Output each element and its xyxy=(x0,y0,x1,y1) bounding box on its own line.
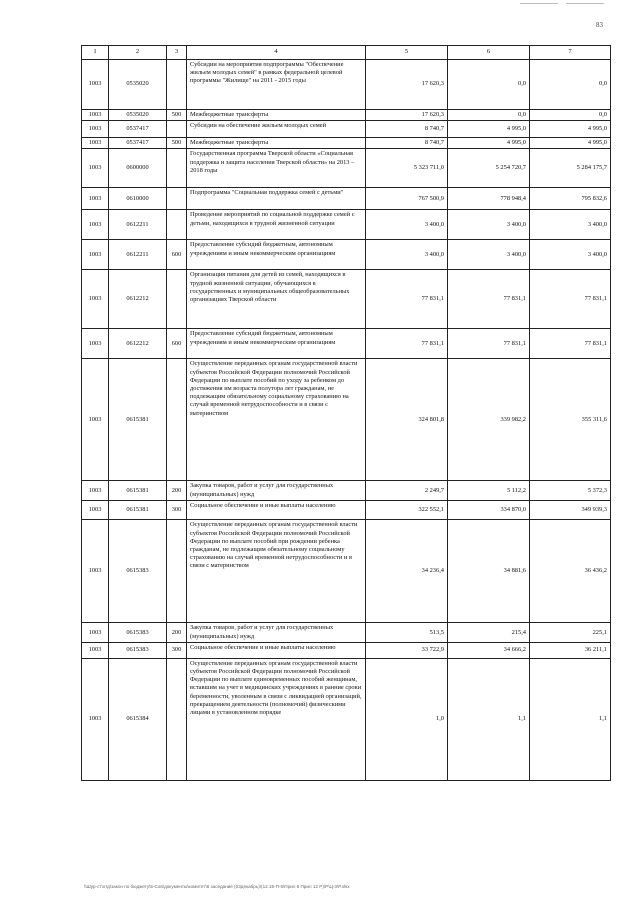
amount-year-2-cell: 334 870,0 xyxy=(448,501,530,520)
amount-year-2-cell: 778 948,4 xyxy=(448,188,530,210)
section-code-cell: 1003 xyxy=(82,623,109,642)
expense-type-cell xyxy=(167,121,187,138)
amount-year-1-cell: 8 740,7 xyxy=(366,121,448,138)
table-row xyxy=(82,240,611,270)
amount-year-3-cell: 4 995,0 xyxy=(530,121,611,138)
amount-year-2-cell: 0,0 xyxy=(448,110,530,121)
amount-year-2-cell: 215,4 xyxy=(448,623,530,642)
amount-year-3-cell: 5 284 175,7 xyxy=(530,149,611,188)
amount-year-3-cell: 77 831,1 xyxy=(530,329,611,359)
item-description-cell: Организация питания для детей из семей, находящихся в трудной жизненной ситуации, обучающихся в государственных и муниципальных общеобразовательных организациях Тверской области xyxy=(187,270,366,329)
section-code-cell: 1003 xyxy=(82,642,109,658)
target-article-cell: 0615383 xyxy=(109,642,167,658)
section-code-cell: 1003 xyxy=(82,210,109,240)
item-description-cell: Предоставление субсидий бюджетным, автономным учреждениям и иным некоммерческим организациям xyxy=(187,329,366,359)
section-code-cell: 1003 xyxy=(82,138,109,149)
column-header: 2 xyxy=(109,46,167,60)
amount-year-1-cell: 8 740,7 xyxy=(366,138,448,149)
item-description-cell: Социальное обеспечение и иные выплаты населению xyxy=(187,501,366,520)
page-number: 83 xyxy=(596,21,603,29)
section-code-cell: 1003 xyxy=(82,481,109,501)
amount-year-3-cell: 77 831,1 xyxy=(530,270,611,329)
expense-type-cell: 300 xyxy=(167,642,187,658)
amount-year-3-cell: 225,1 xyxy=(530,623,611,642)
column-header: 6 xyxy=(448,46,530,60)
amount-year-2-cell: 0,0 xyxy=(448,60,530,110)
item-description-cell: Межбюджетные трансферты xyxy=(187,138,366,149)
section-code-cell: 1003 xyxy=(82,60,109,110)
amount-year-2-cell: 1,1 xyxy=(448,658,530,780)
amount-year-3-cell: 36 211,1 xyxy=(530,642,611,658)
column-header: 4 xyxy=(187,46,366,60)
target-article-cell: 0612212 xyxy=(109,329,167,359)
table-row xyxy=(82,658,611,780)
column-header: 7 xyxy=(530,46,611,60)
section-code-cell: 1003 xyxy=(82,270,109,329)
target-article-cell: 0615383 xyxy=(109,623,167,642)
amount-year-2-cell: 77 831,1 xyxy=(448,270,530,329)
expense-type-cell xyxy=(167,359,187,481)
header-rule-right xyxy=(566,3,604,4)
expense-type-cell xyxy=(167,270,187,329)
amount-year-2-cell: 3 400,0 xyxy=(448,210,530,240)
expense-type-cell: 500 xyxy=(167,138,187,149)
table-row xyxy=(82,329,611,359)
file-path-footer: \\Шур-ст\отд\закон по бюджету\5-Сов\документы\комитет\6 заседание (03декабрь)\(12.15-П-5\Прил 8 Прил 12 Р)\Р\Ц-3\Р.xlsx xyxy=(84,884,350,889)
amount-year-1-cell: 5 323 711,0 xyxy=(366,149,448,188)
expense-type-cell: 300 xyxy=(167,501,187,520)
amount-year-3-cell: 1,1 xyxy=(530,658,611,780)
amount-year-2-cell: 5 254 720,7 xyxy=(448,149,530,188)
expense-type-cell: 500 xyxy=(167,110,187,121)
budget-table xyxy=(81,45,611,781)
amount-year-2-cell: 3 400,0 xyxy=(448,240,530,270)
expense-type-cell xyxy=(167,60,187,110)
table-row xyxy=(82,520,611,623)
section-code-cell: 1003 xyxy=(82,520,109,623)
section-code-cell: 1003 xyxy=(82,188,109,210)
item-description-cell: Проведение мероприятий по социальной поддержке семей с детьми, находящихся в трудной жизненной ситуации xyxy=(187,210,366,240)
amount-year-3-cell: 3 400,0 xyxy=(530,210,611,240)
amount-year-3-cell: 349 939,3 xyxy=(530,501,611,520)
expense-type-cell xyxy=(167,520,187,623)
amount-year-2-cell: 77 831,1 xyxy=(448,329,530,359)
amount-year-1-cell: 324 801,8 xyxy=(366,359,448,481)
column-header: 5 xyxy=(366,46,448,60)
amount-year-1-cell: 34 236,4 xyxy=(366,520,448,623)
budget-table-body xyxy=(82,46,611,781)
table-row xyxy=(82,642,611,658)
target-article-cell: 0612211 xyxy=(109,210,167,240)
item-description-cell: Государственная программа Тверской области «Социальная поддержка и защита населения Тверской области» на 2013 – 2018 годы xyxy=(187,149,366,188)
amount-year-3-cell: 0,0 xyxy=(530,110,611,121)
amount-year-1-cell: 2 249,7 xyxy=(366,481,448,501)
expense-type-cell xyxy=(167,210,187,240)
target-article-cell: 0615383 xyxy=(109,520,167,623)
amount-year-2-cell: 34 666,2 xyxy=(448,642,530,658)
section-code-cell: 1003 xyxy=(82,110,109,121)
table-row xyxy=(82,481,611,501)
expense-type-cell: 600 xyxy=(167,329,187,359)
item-description-cell: Субсидии на обеспечение жильем молодых семей xyxy=(187,121,366,138)
table-row xyxy=(82,188,611,210)
expense-type-cell xyxy=(167,149,187,188)
amount-year-2-cell: 4 995,0 xyxy=(448,138,530,149)
amount-year-1-cell: 767 500,9 xyxy=(366,188,448,210)
section-code-cell: 1003 xyxy=(82,121,109,138)
item-description-cell: Осуществление переданных органам государственной власти субъектов Российской Федерации полномочий Российской Федерации по выплате пособий по уходу за ребенком до достижения им возраста полутора лет гражданам, не подлежащим обязательному социальному страхованию на случай временной нетрудоспособности и в связи с материнством xyxy=(187,359,366,481)
target-article-cell: 0612211 xyxy=(109,240,167,270)
table-row xyxy=(82,138,611,149)
section-code-cell: 1003 xyxy=(82,240,109,270)
amount-year-1-cell: 17 620,3 xyxy=(366,110,448,121)
amount-year-2-cell: 4 995,0 xyxy=(448,121,530,138)
item-description-cell: Осуществление переданных органам государственной власти субъектов Российской Федерации полномочий Российской Федерации по выплате пособий при рождении ребенка гражданам, не подлежащим обязательному социальному страхованию на случай временной нетрудоспособности и в связи с материнством xyxy=(187,520,366,623)
table-row xyxy=(82,623,611,642)
amount-year-1-cell: 513,5 xyxy=(366,623,448,642)
table-row xyxy=(82,210,611,240)
table-row xyxy=(82,60,611,110)
expense-type-cell xyxy=(167,658,187,780)
section-code-cell: 1003 xyxy=(82,359,109,481)
amount-year-1-cell: 3 400,0 xyxy=(366,240,448,270)
amount-year-2-cell: 34 881,6 xyxy=(448,520,530,623)
target-article-cell: 0535020 xyxy=(109,60,167,110)
item-description-cell: Закупка товаров, работ и услуг для государственных (муниципальных) нужд xyxy=(187,623,366,642)
target-article-cell: 0615381 xyxy=(109,359,167,481)
target-article-cell: 0535020 xyxy=(109,110,167,121)
amount-year-1-cell: 1,0 xyxy=(366,658,448,780)
section-code-cell: 1003 xyxy=(82,329,109,359)
section-code-cell: 1003 xyxy=(82,658,109,780)
table-row xyxy=(82,110,611,121)
expense-type-cell: 600 xyxy=(167,240,187,270)
amount-year-1-cell: 17 620,3 xyxy=(366,60,448,110)
amount-year-1-cell: 77 831,1 xyxy=(366,270,448,329)
item-description-cell: Межбюджетные трансферты xyxy=(187,110,366,121)
column-header: 1 xyxy=(82,46,109,60)
target-article-cell: 0612212 xyxy=(109,270,167,329)
item-description-cell: Подпрограмма "Социальная поддержка семей с детьми" xyxy=(187,188,366,210)
amount-year-2-cell: 339 982,2 xyxy=(448,359,530,481)
amount-year-3-cell: 5 372,3 xyxy=(530,481,611,501)
item-description-cell: Субсидии на мероприятия подпрограммы "Обеспечение жильем молодых семей" в рамках федеральной целевой программы "Жилище" на 2011 - 2015 годы xyxy=(187,60,366,110)
amount-year-3-cell: 0,0 xyxy=(530,60,611,110)
header-rule-left xyxy=(520,3,558,4)
table-header-row xyxy=(82,46,611,60)
column-header: 3 xyxy=(167,46,187,60)
table-row xyxy=(82,501,611,520)
item-description-cell: Социальное обеспечение и иные выплаты населению xyxy=(187,642,366,658)
table-row xyxy=(82,149,611,188)
target-article-cell: 0610000 xyxy=(109,188,167,210)
amount-year-2-cell: 5 112,2 xyxy=(448,481,530,501)
amount-year-3-cell: 4 995,0 xyxy=(530,138,611,149)
item-description-cell: Предоставление субсидий бюджетным, автономным учреждениям и иным некоммерческим организациям xyxy=(187,240,366,270)
amount-year-1-cell: 3 400,0 xyxy=(366,210,448,240)
target-article-cell: 0537417 xyxy=(109,121,167,138)
amount-year-3-cell: 3 400,0 xyxy=(530,240,611,270)
section-code-cell: 1003 xyxy=(82,501,109,520)
table-row xyxy=(82,270,611,329)
target-article-cell: 0615384 xyxy=(109,658,167,780)
expense-type-cell: 200 xyxy=(167,623,187,642)
target-article-cell: 0615381 xyxy=(109,501,167,520)
amount-year-1-cell: 77 831,1 xyxy=(366,329,448,359)
target-article-cell: 0615381 xyxy=(109,481,167,501)
target-article-cell: 0600000 xyxy=(109,149,167,188)
amount-year-3-cell: 355 311,6 xyxy=(530,359,611,481)
table-row xyxy=(82,359,611,481)
expense-type-cell xyxy=(167,188,187,210)
amount-year-3-cell: 795 832,6 xyxy=(530,188,611,210)
item-description-cell: Осуществление переданных органам государственной власти субъектов Российской Федерации полномочий Российской Федерации по выплате единовременных пособий женщинам, вставшим на учет в медицинских учреждениях в ранние сроки беременности, уволенным в связи с ликвидацией организаций, прекращением деятельности (полномочий) физическими лицами в установленном порядке xyxy=(187,658,366,780)
amount-year-1-cell: 33 722,9 xyxy=(366,642,448,658)
target-article-cell: 0537417 xyxy=(109,138,167,149)
table-row xyxy=(82,121,611,138)
amount-year-1-cell: 322 552,1 xyxy=(366,501,448,520)
section-code-cell: 1003 xyxy=(82,149,109,188)
expense-type-cell: 200 xyxy=(167,481,187,501)
item-description-cell: Закупка товаров, работ и услуг для государственных (муниципальных) нужд xyxy=(187,481,366,501)
amount-year-3-cell: 36 436,2 xyxy=(530,520,611,623)
